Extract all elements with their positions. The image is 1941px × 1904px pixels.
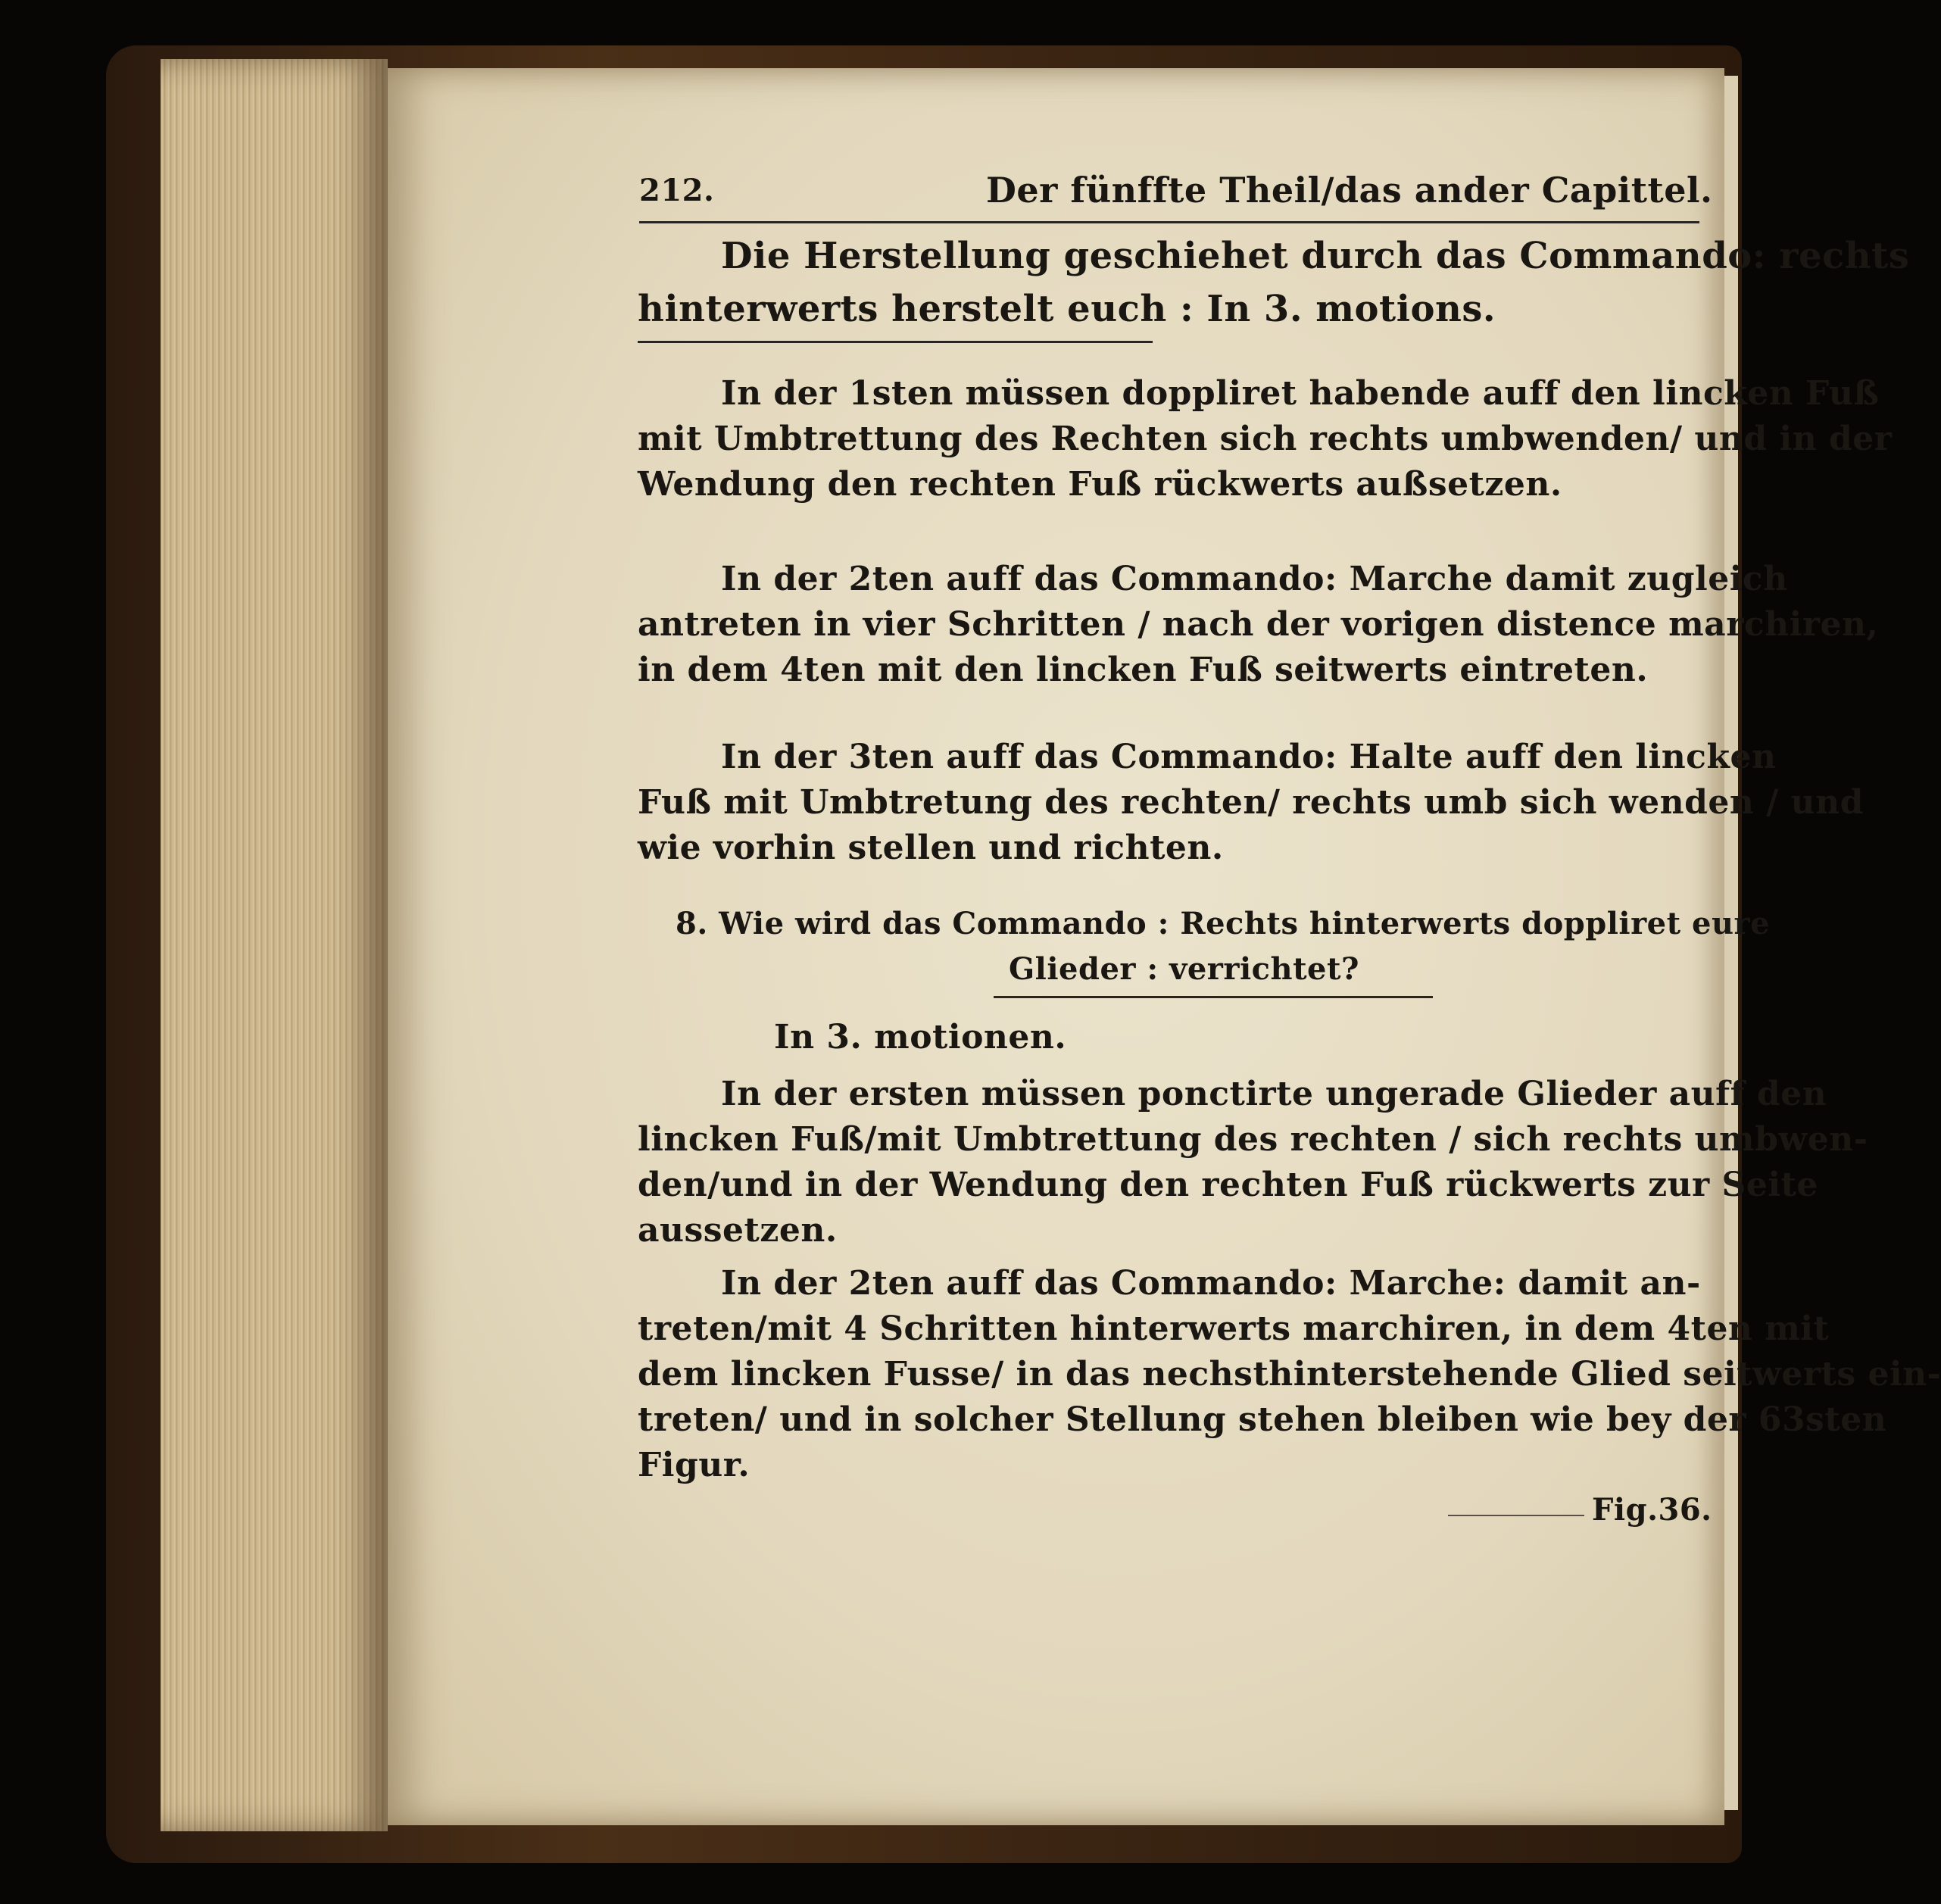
header-rule xyxy=(639,221,1699,223)
figure-reference: Fig.36. xyxy=(1592,1492,1712,1528)
question-line: 8. Wie wird das Commando : Rechts hinterwerts doppliret eure xyxy=(676,906,1771,941)
page-edges xyxy=(161,59,388,1831)
question-line: Glieder : verrichtet? xyxy=(1009,951,1359,987)
text-line: antreten in vier Schritten / nach der vorigen distence marchiren, xyxy=(638,605,1879,644)
question-rule xyxy=(994,996,1433,998)
running-title: Der fünffte Theil/das ander Capittel. xyxy=(986,170,1713,211)
subheading: In 3. motionen. xyxy=(774,1018,1067,1057)
text-line: Fuß mit Umbtretung des rechten/ rechts umb sich wenden / und xyxy=(638,783,1864,822)
underline xyxy=(638,341,1153,343)
text-line: wie vorhin stellen und richten. xyxy=(638,829,1224,867)
text-line: In der 2ten auff das Commando: Marche: damit an- xyxy=(721,1264,1701,1303)
text-line: mit Umbtrettung des Rechten sich rechts umbwenden/ und in der xyxy=(638,420,1893,458)
text-line: treten/ und in solcher Stellung stehen bleiben wie bey der 63sten xyxy=(638,1400,1887,1439)
text-line: lincken Fuß/mit Umbtrettung des rechten / sich rechts umbwen- xyxy=(638,1120,1868,1159)
text-line: hinterwerts herstelt euch : In 3. motions. xyxy=(638,288,1496,330)
page-number: 212. xyxy=(639,173,715,208)
text-line: in dem 4ten mit den lincken Fuß seitwerts eintreten. xyxy=(638,651,1649,689)
text-line: Wendung den rechten Fuß rückwerts außsetzen. xyxy=(638,465,1562,504)
text-line: treten/mit 4 Schritten hinterwerts marchiren, in dem 4ten mit xyxy=(638,1309,1830,1348)
text-line: In der 3ten auff das Commando: Halte auff den lincken xyxy=(721,738,1777,776)
text-line: den/und in der Wendung den rechten Fuß rückwerts zur Seite xyxy=(638,1166,1818,1204)
text-line: In der 1sten müssen doppliret habende auff den lincken Fuß xyxy=(721,374,1880,413)
text-line: dem lincken Fusse/ in das nechsthinterstehende Glied seitwerts ein- xyxy=(638,1355,1941,1394)
text-line: Die Herstellung geschiehet durch das Commando: rechts xyxy=(721,235,1910,277)
book-page xyxy=(388,68,1941,1825)
text-line: aussetzen. xyxy=(638,1211,838,1250)
text-line: In der ersten müssen ponctirte ungerade Glieder auff den xyxy=(721,1075,1827,1113)
text-line: Figur. xyxy=(638,1446,750,1484)
figure-rule xyxy=(1448,1515,1584,1516)
text-line: In der 2ten auff das Commando: Marche damit zugleich xyxy=(721,560,1788,598)
